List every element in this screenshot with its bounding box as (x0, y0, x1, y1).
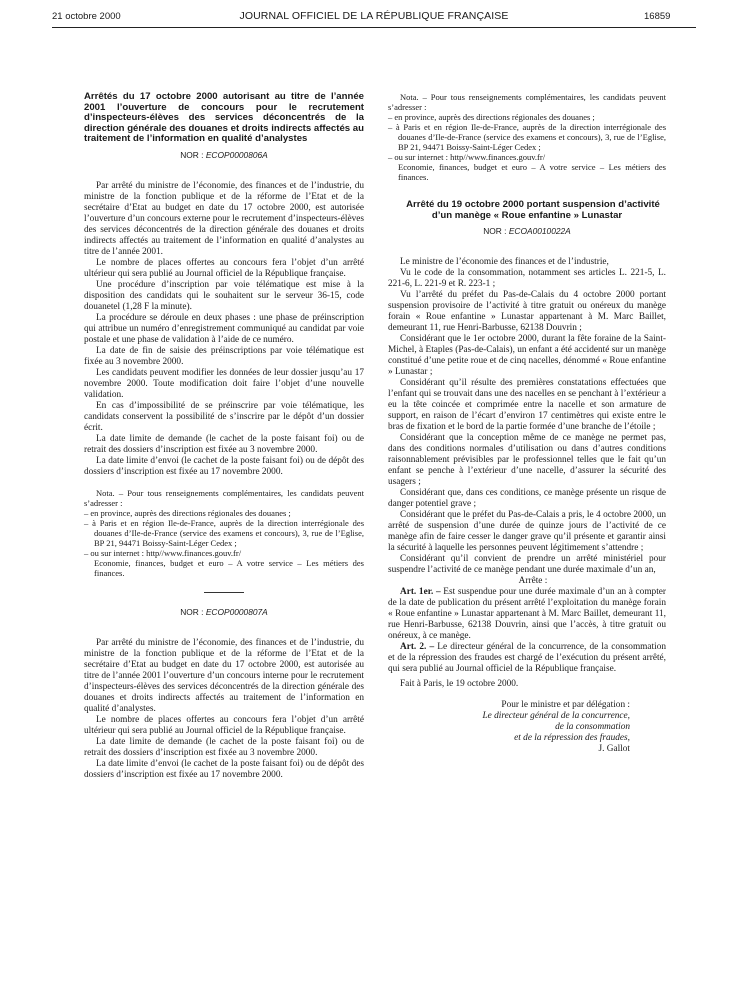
note-lead: Nota. – Pour tous renseignements complémentaires, les candidats peuvent s’adresser : (388, 92, 666, 112)
arrete3-title: Arrêté du 19 octobre 2000 portant suspension d’activité d’un manège « Roue enfantine » Lunastar (406, 199, 660, 221)
signature-block (388, 700, 666, 755)
signature-line: de la consommation (555, 722, 630, 733)
signature-line: Pour le ministre et par délégation : (501, 700, 630, 711)
arrete1-nor (84, 150, 364, 161)
right-column (388, 92, 666, 755)
paragraph: Par arrêté du ministre de l’économie, des finances et de l’industrie, du ministre de la fonction publique et de la réforme de l’Etat et de la secrétaire d’Etat au budget en date du 17 octobre 2000, est autorisée l’ouverture d’un concours externe pour le recrutement d’inspecteurs-élèves des services déconcentrés de la direction générale des douanes et droits indirects affectés au traitement de l’information en qualité d’analystes au titre de l’année 2001. (84, 180, 364, 257)
done-at: Fait à Paris, le 19 octobre 2000. (400, 679, 519, 690)
signatory-name: J. Gallot (598, 744, 630, 755)
header-rule (52, 27, 696, 28)
arrete2-note (388, 92, 666, 182)
section-separator (204, 592, 244, 593)
paragraph: Le nombre de places offertes au concours fera l’objet d’un arrêté ultérieur qui sera publié au Journal officiel de la République française. (84, 257, 364, 279)
article-1 (388, 587, 666, 642)
note-item: – en province, auprès des directions régionales des douanes ; (388, 112, 595, 122)
note-sub: Economie, finances, budget et euro – A votre service – Les métiers des finances. (94, 557, 364, 578)
running-header (0, 0, 748, 30)
paragraph: La date limite d’envoi (le cachet de la poste faisant foi) ou de dépôt des dossiers d’inscription est fixée au 17 novembre 2000. (84, 455, 364, 477)
arrete1-note (84, 488, 364, 578)
article-2 (388, 642, 666, 675)
nor-label: NOR : (180, 606, 204, 617)
paragraph: Le ministre de l’économie des finances et de l’industrie, (400, 257, 609, 268)
paragraph: Vu le code de la consommation, notamment ses articles L. 221-5, L. 221-6, L. 221-9 et R. 223-1 ; (388, 268, 666, 290)
paragraph: La date limite de demande (le cachet de la poste faisant foi) ou de retrait des dossiers d’inscription est fixée au 3 novembre 2000. (84, 433, 364, 455)
note-lead: Nota. – Pour tous renseignements complémentaires, les candidats peuvent s’adresser : (84, 487, 364, 508)
nor-label: NOR : (483, 226, 507, 237)
signature-line: Le directeur général de la concurrence, (482, 711, 630, 722)
arrete1-title: Arrêtés du 17 octobre 2000 autorisant au titre de l’année 2001 l’ouverture de concours pour le recrutement d’inspecteurs-élèves des services déconcentrés de la direction générale des douanes et droits indirects affectés au traitement de l’information en qualité d’analystes (84, 91, 364, 145)
note-item: – ou sur internet : http//www.finances.gouv.fr/ (388, 152, 546, 162)
issue-date: 21 octobre 2000 (52, 11, 121, 22)
paragraph: Considérant que le 1er octobre 2000, durant la fête foraine de la Saint-Michel, à Etaples (Pas-de-Calais), un enfant a été accidenté sur un manège constitué d’une petite roue et de cinq nacelles, dénommé « Roue enfantine » Lunastar ; (388, 334, 666, 378)
paragraph: Le nombre de places offertes au concours fera l’objet d’un arrêté ultérieur qui sera publié au Journal officiel de la République française. (84, 714, 364, 736)
note-item: – à Paris et en région Ile-de-France, auprès de la direction interrégionale des douanes d’Ile-de-France (service des examens et concours), 3, rue de l’Eglise, BP 21, 94471 Boissy-Saint-Léger Cedex ; (388, 122, 666, 152)
paragraph: Les candidats peuvent modifier les données de leur dossier jusqu’au 17 novembre 2000. Toute modification doit faire l’objet d’une nouvelle validation. (84, 367, 364, 400)
paragraph: La date de fin de saisie des préinscriptions par voie télématique est fixée au 3 novembre 2000. (84, 345, 364, 367)
paragraph: La date limite de demande (le cachet de la poste faisant foi) ou de retrait des dossiers d’inscription est fixée au 3 novembre 2000. (84, 736, 364, 758)
note-sub: Economie, finances, budget et euro – A votre service – Les métiers des finances. (398, 162, 666, 182)
paragraph: Considérant que, dans ces conditions, ce manège présente un risque de danger potentiel grave ; (388, 488, 666, 510)
arrete-label: Arrête : (518, 576, 548, 587)
nor-code: ECOA0010022A (508, 226, 571, 237)
nor-code: ECOP0000806A (205, 149, 268, 160)
nor-code: ECOP0000807A (205, 606, 268, 617)
journal-title: JOURNAL OFFICIEL DE LA RÉPUBLIQUE FRANÇAISE (239, 10, 509, 22)
note-item: – en province, auprès des directions régionales des douanes ; (84, 507, 291, 518)
paragraph: Considérant que la conception même de ce manège ne permet pas, dans des conditions normales d’utilisation ou dans d’autres conditions raisonnablement prévisibles par le professionnel telles que le fait qu’un enfant se penche à l’extérieur d’une nacelle, d’assurer la sécurité des usagers ; (388, 433, 666, 488)
page-number: 16859 (644, 11, 671, 22)
paragraph: Une procédure d’inscription par voie télématique est mise à la disposition des candidats qui le souhaitent sur le serveur 36-15, code douanetel (1,28 F la minute). (84, 279, 364, 312)
article-2-text: Le directeur général de la concurrence, de la consommation et de la répression des fraudes est chargé de l’exécution du présent arrêté, qui sera publié au Journal officiel de la République française. (388, 642, 667, 675)
arrete2-nor (84, 607, 364, 618)
paragraph: La procédure se déroule en deux phases : une phase de préinscription qui attribue un numéro d’enregistrement communiqué au candidat par voie postale et une phase de validation à l’aide de ce numéro. (84, 312, 364, 345)
nor-label: NOR : (180, 149, 204, 160)
article-1-label: Art. 1er. – (400, 587, 441, 598)
arrete3-nor (388, 226, 666, 237)
paragraph: La date limite d’envoi (le cachet de la poste faisant foi) ou de dépôt des dossiers d’inscription est fixée au 17 novembre 2000. (84, 758, 364, 780)
paragraph: Vu l’arrêté du préfet du Pas-de-Calais du 4 octobre 2000 portant suspension provisoire de l’activité à titre gratuit ou onéreux du manège forain « Roue enfantine » Lunastar appartenant à M. Marc Baillet, demeurant 11, rue Henri-Barbusse, 62138 Douvrin ; (388, 290, 666, 334)
paragraph: Par arrêté du ministre de l’économie, des finances et de l’industrie, du ministre de la fonction publique et de la réforme de l’Etat et de la secrétaire d’Etat au budget en date du 17 octobre 2000, est autorisée au titre de l’année 2001 l’ouverture d’un concours interne pour le recrutement d’inspecteurs-élèves des services déconcentrés de la direction générale des douanes et droits indirects affectés au traitement de l’information en qualité d’analystes. (84, 637, 364, 714)
note-item: – à Paris et en région Ile-de-France, auprès de la direction interrégionale des douanes d’Ile-de-France (service des examens et concours), 3, rue de l’Eglise, BP 21, 94471 Boissy-Saint-Léger Cedex ; (84, 517, 364, 548)
paragraph: Considérant qu’il convient de prendre un arrêté ministériel pour suspendre l’activité de ce manège pendant une durée maximale d’un an, (388, 554, 666, 576)
article-1-text: Est suspendue pour une durée maximale d’un an à compter de la date de publication du présent arrêté l’exploitation du manège forain « Roue enfantine » Lunastar appartenant à M. Marc Baillet, demeurant 11, rue Henri-Barbusse, 62138 Douvrin, ainsi que l’accès, à titre gratuit ou onéreux, à ce manège. (388, 587, 667, 642)
left-column (84, 92, 364, 781)
paragraph: Considérant que le préfet du Pas-de-Calais a pris, le 4 octobre 2000, un arrêté de suspension d’une durée de quinze jours de l’activité de ce manège afin de faire cesser le danger grave qu’il présente et garantir ainsi la sécurité à laquelle les personnes peuvent légitimement s’attendre ; (388, 510, 666, 554)
note-item: – ou sur internet : http//www.finances.gouv.fr/ (84, 547, 242, 558)
article-2-label: Art. 2. – (400, 642, 435, 653)
paragraph: Considérant qu’il résulte des premières constatations effectuées que l’enfant qui se trouvait dans une des nacelles en se penchant à l’extérieur a eu la tête coincée et comprimée entre la nacelle et son armature de support, en raison de l’écart d’environ 17 centimètres qui existe entre le bras de fixation et le bord de la partie formée d’une branche de l’étoile ; (388, 378, 666, 433)
signature-line: et de la répression des fraudes, (514, 733, 630, 744)
paragraph: En cas d’impossibilité de se préinscrire par voie télématique, les candidats conservent la possibilité de s’inscrire par le dépôt d’un dossier écrit. (84, 400, 364, 433)
